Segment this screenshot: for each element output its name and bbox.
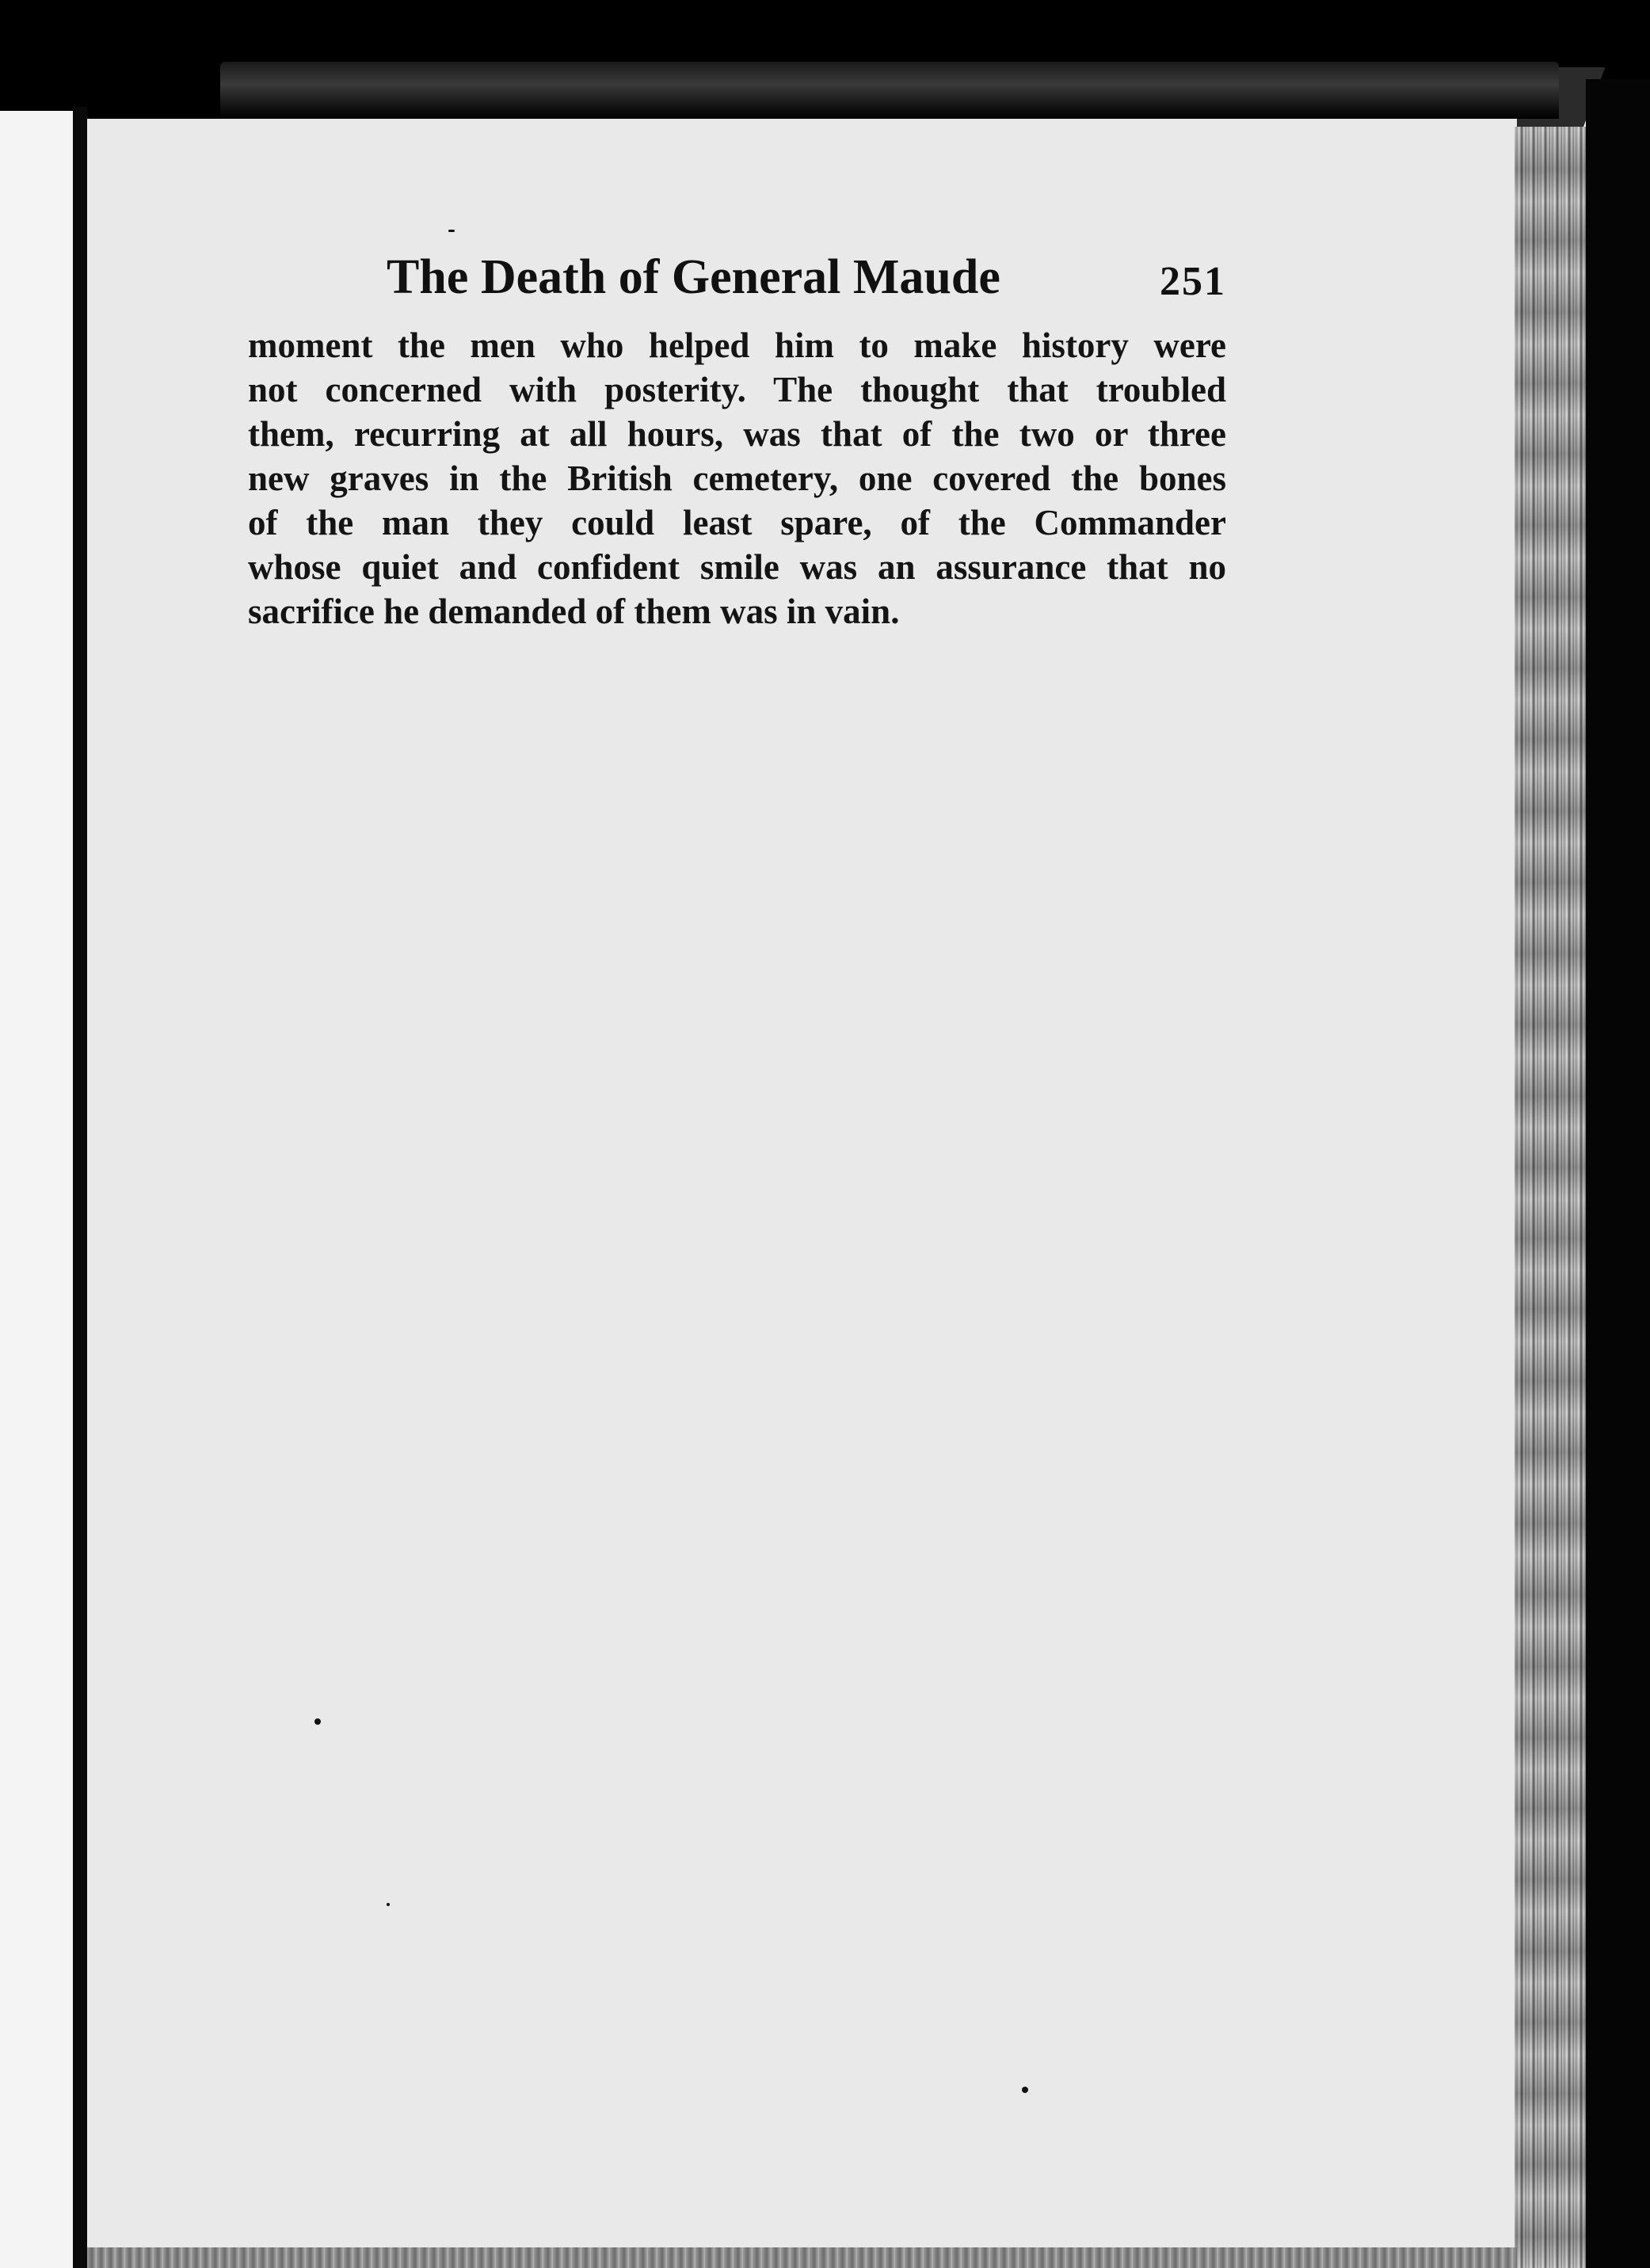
- text-line: them, recurring at all hours, was that of the two or three: [248, 414, 1226, 454]
- text-line: not concerned with posterity. The thought that troubled: [248, 370, 1226, 409]
- running-head: [0, 245, 1650, 309]
- scanner-background-right: [1586, 79, 1650, 2268]
- text-line: new graves in the British cemetery, one covered the bones: [248, 459, 1226, 498]
- book-gutter: [73, 107, 87, 2268]
- facing-page-edge: [0, 111, 73, 2268]
- text-line: of the man they could least spare, of the Commander: [248, 503, 1226, 542]
- scan-speck: [1022, 2087, 1028, 2093]
- body-paragraph: [248, 323, 1226, 634]
- scan-speck: [387, 1903, 390, 1906]
- running-title: The Death of General Maude: [387, 250, 1000, 304]
- page-number: 251: [1160, 259, 1226, 304]
- scan-speck: [314, 1718, 321, 1725]
- scan-speck: [448, 230, 455, 232]
- text-line: sacrifice he demanded of them was in vain.: [248, 592, 900, 631]
- page-bottom-edge: [87, 2247, 1517, 2268]
- text-line: moment the men who helped him to make history were: [248, 325, 1226, 365]
- page-top-edge: [220, 62, 1559, 119]
- page-block-shading: [1515, 127, 1586, 2268]
- text-line: whose quiet and confident smile was an assurance that no: [248, 547, 1226, 587]
